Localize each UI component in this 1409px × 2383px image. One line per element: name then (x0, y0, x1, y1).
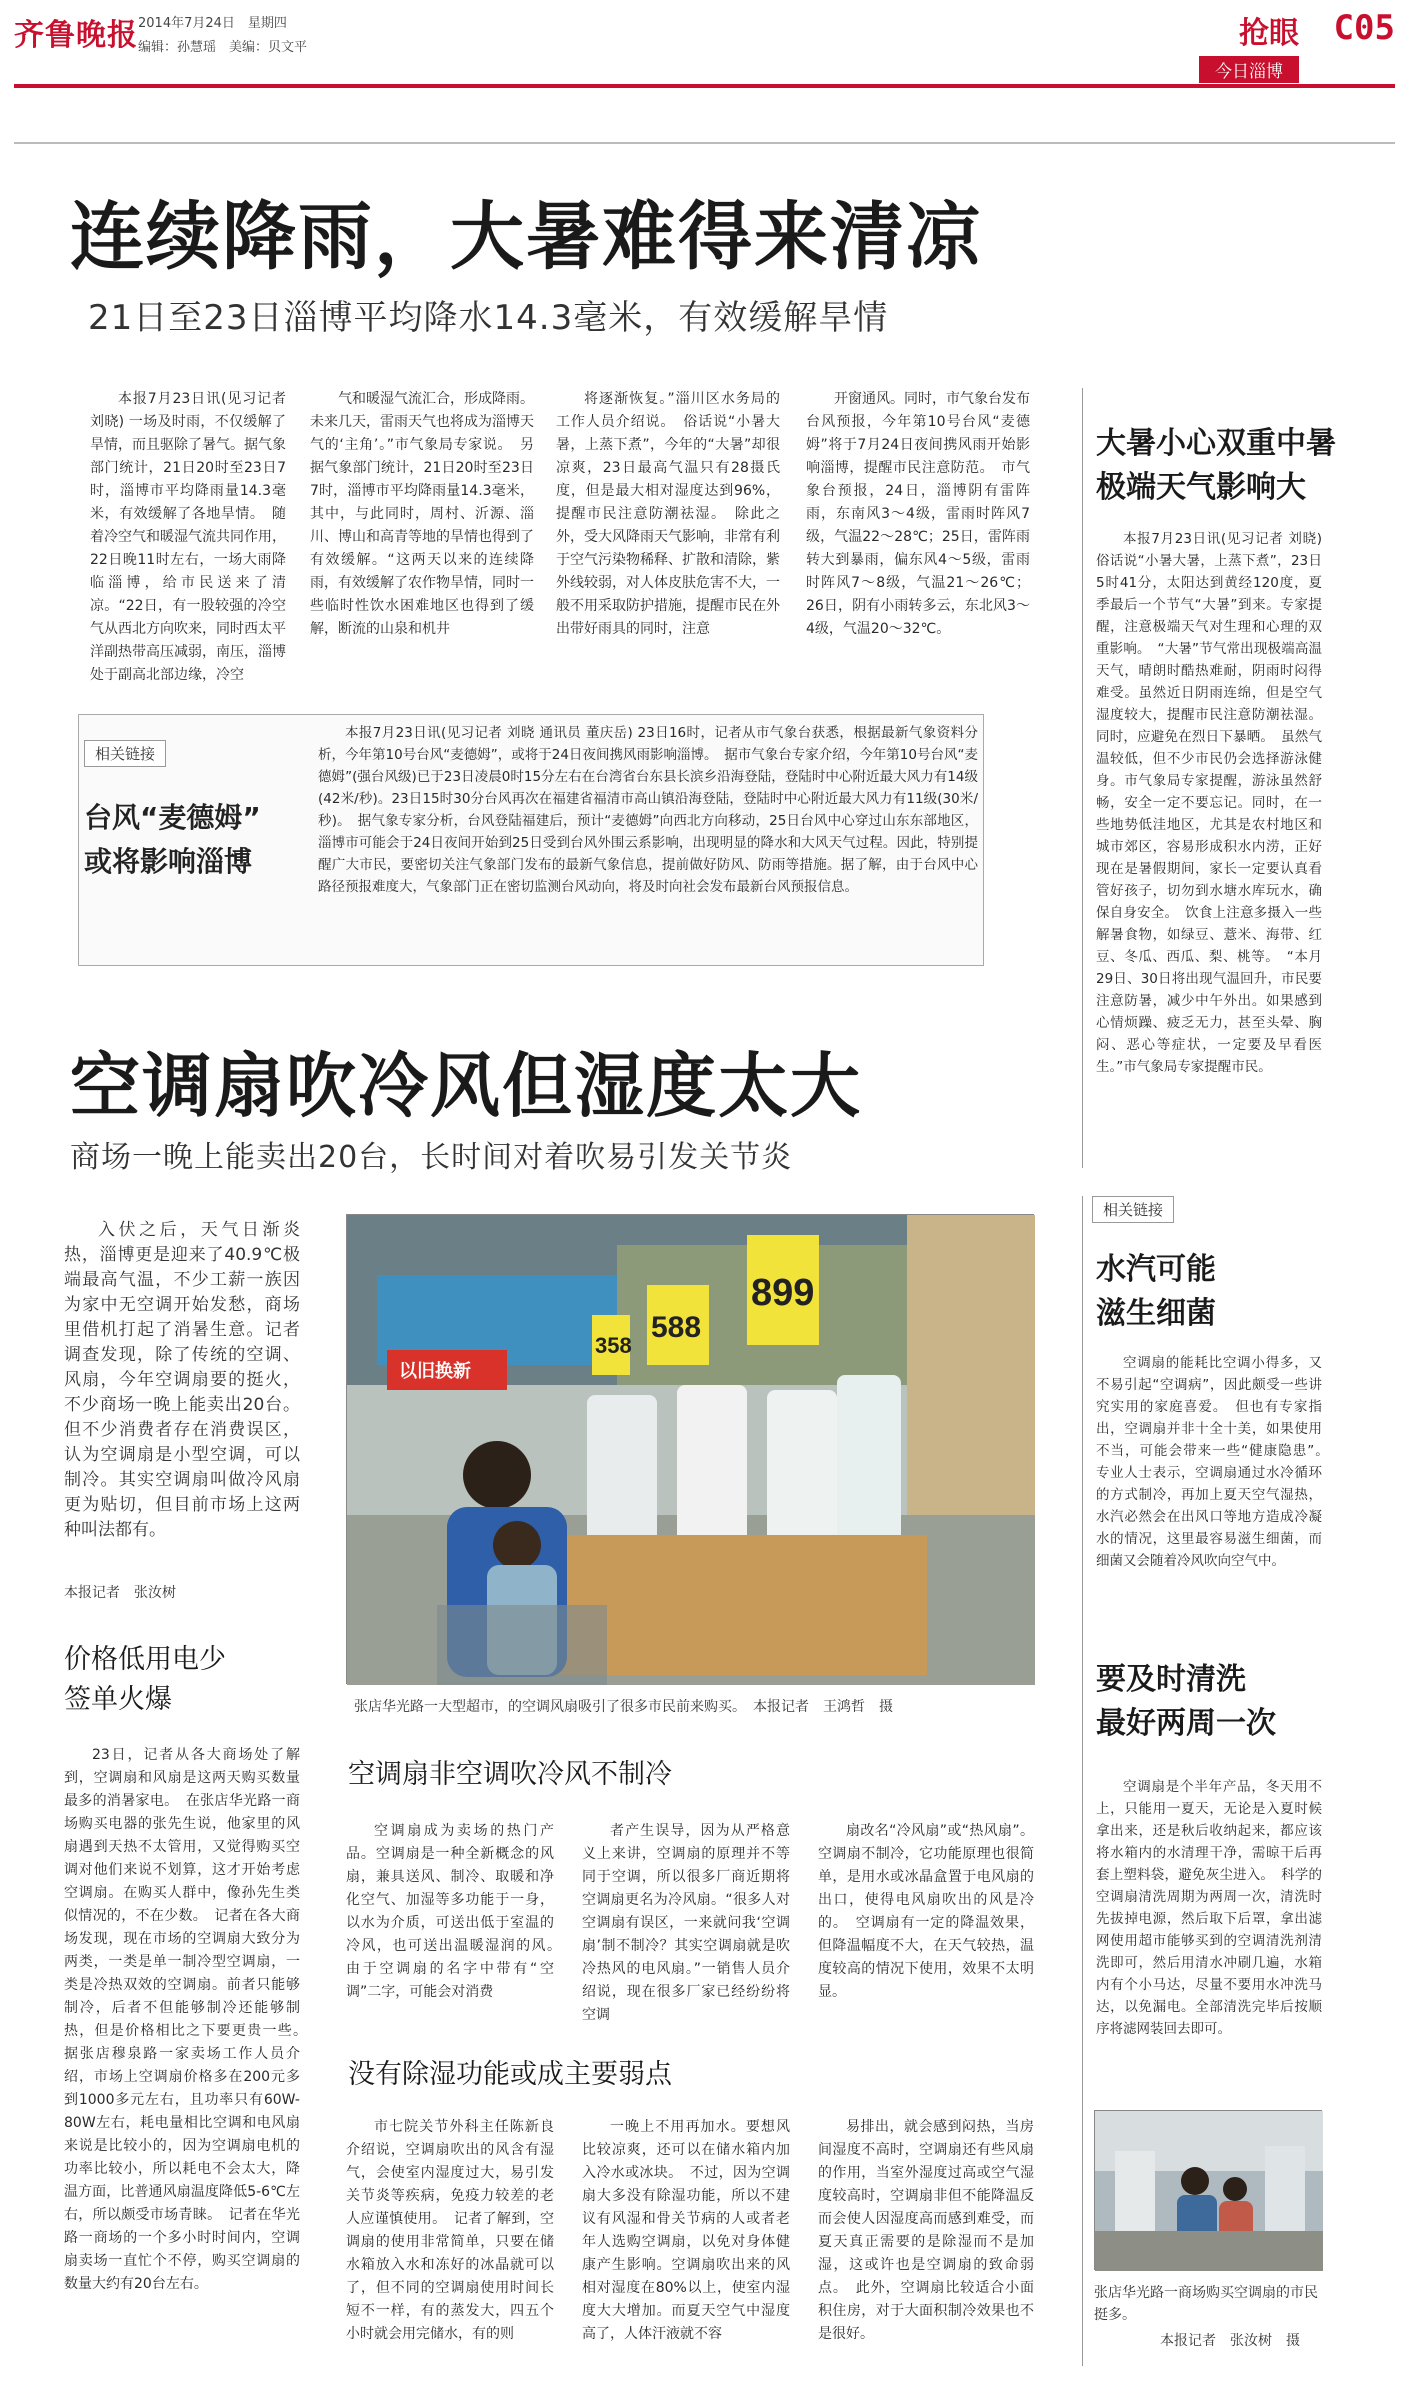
article2-lead-text: 入伏之后，天气日渐炎热，淄博更是迎来了40.9℃极端最高气温，不少工薪一族因为家中无空调开始发愁，商场里借机打起了消暑生意。记者调查发现，除了传统的空调、风扇，今年空调扇要的挺火，不少商场一晚上能卖出20台。但不少消费者存在消费误区，认为空调扇是小型空调，可以制冷。其实空调扇叫做冷风扇更为贴切，但目前市场上这两种叫法都有。 (64, 1220, 300, 1540)
section-price-title-line1: 价格低用电少 (64, 1644, 226, 1675)
section-not-aircon-col-1-text: 空调扇成为卖场的热门产品。空调扇是一种全新概念的风扇，兼具送风、制冷、取暖和净化空气、加湿等多功能于一身，以水为介质，可送出低于室温的冷风，也可送出温暖湿润的风。 由于空调扇的名字中带有“空调”二字，可能会对消费 (346, 1823, 568, 2000)
section-not-aircon-col-2 (582, 1820, 790, 2035)
section-not-aircon-title: 空调扇非空调吹冷风不制冷 (348, 1759, 672, 1790)
sidebar-cleaning-body (1096, 1776, 1322, 2082)
sidebar-heatstroke-title-line1: 大暑小心双重中暑 (1096, 426, 1336, 461)
article2-byline: 本报记者 张汝树 (64, 1585, 176, 1601)
supermarket-photo-caption: 张店华光路一大型超市，的空调风扇吸引了很多市民前来购买。 本报记者 王鸿哲 摄 (354, 1699, 893, 1715)
sidebar-heatstroke-text: 本报7月23日讯(见习记者 刘晓) 俗话说“小暑大暑，上蒸下煮”，23日5时41分，太阳达到黄经120度，夏季最后一个节气“大暑”到来。专家提醒，注意极端天气对生理和心理的双重影响。 “大暑”节气常出现极端高温天气，晴朗时酷热难耐，阴雨时闷得难受。虽然近日阴雨连绵，但是空气湿度较大，提醒市民注意防潮祛湿。同时，应避免在烈日下暴晒。 虽然气温较低，但不少市民仍会选择游泳健身。市气象局专家提醒，游泳虽然舒畅，安全一定不要忘记。同时，在一些地势低洼地区，尤其是农村地区和城市郊区，容易形成积水内涝，正好现在是暑假期间，家长一定要认真看管好孩子，切勿到水塘水库玩水，确保自身安全。 饮食上注意多摄入一些解暑食物，如绿豆、薏米、海带、红豆、冬瓜、西瓜、梨、桃等。 “本月29日、30日将出现气温回升，市民要注意防暑，减少中午外出。如果感到心情烦躁、疲乏无力，甚至头晕、胸闷、恶心等症状，一定要及早看医生。”市气象局专家提醒市民。 (1096, 531, 1322, 1075)
section-price-text: 23日，记者从各大商场处了解到，空调扇和风扇是这两天购买数量最多的消暑家电。 在张店华光路一商场购买电器的张先生说，他家里的风扇遇到天热不太管用，又觉得购买空调对他们来说不划算，这才开始考虑空调扇。在购买人群中，像孙先生类似情况的，不在少数。 记者在各大商场发现，现在市场的空调扇大致分为两类，一类是单一制冷型空调扇，一类是冷热双效的空调扇。前者只能够制冷，后者不但能够制冷还能够制热，但是价格相比之下要更贵一些。 据张店穆泉路一家卖场工作人员介绍，市场上空调扇价格多在200元多到1000多元左右，且功率只有60W-80W左右，耗电量相比空调和电风扇来说是比较小的，因为空调扇电机的功率比较小，所以耗电不会太大，降温方面，比普通风扇温度降低5-6℃左右，所以颇受市场青睐。 记者在华光路一商场的一个多小时时间内，空调扇卖场一直忙个不停，购买空调扇的数量大约有20台左右。 (64, 1747, 314, 2292)
section-humidity-col-3 (818, 2116, 1034, 2366)
article1-col-4 (806, 388, 1030, 688)
article2-subhead: 商场一晚上能卖出20台，长时间对着吹易引发关节炎 (70, 1140, 793, 1175)
article1-subhead: 21日至23日淄博平均降水14.3毫米，有效缓解旱情 (88, 298, 889, 338)
section-humidity-col-2-text: 一晚上不用再加水。要想风比较凉爽，还可以在储水箱内加入冷水或冰块。 不过，因为空调扇大多没有除湿功能，所以不建议有风湿和骨关节病的人或者老年人选购空调扇，以免对身体健康产生影响。空调扇吹出来的风相对湿度在80%以上，使室内湿度大大增加。而夏天空气中湿度高了，人体汗液就不容 (582, 2119, 790, 2342)
editor-line: 编辑：孙慧瑶 美编：贝文平 (138, 40, 308, 55)
sidebar-cleaning-title (1096, 1658, 1276, 1746)
section-humidity-title: 没有除湿功能或成主要弱点 (348, 2059, 672, 2090)
section-humidity-col-3-text: 易排出，就会感到闷热，当房间湿度不高时，空调扇还有些风扇的作用，当室外湿度过高或空气湿度较高时，空调扇非但不能降温反而会使人因湿度高而感到难受，而夏天真正需要的是除湿而不是加湿，这或许也是空调扇的致命弱点。 此外，空调扇比较适合小面积住房，对于大面积制冷效果也不是很好。 (818, 2119, 1034, 2342)
article1-col-1-text: 本报7月23日讯(见习记者 刘晓) 一场及时雨，不仅缓解了旱情，而且驱除了暑气。据气象部门统计，21日20时至23日7时，淄博市平均降雨量14.3毫米，有效缓解了各地旱情。 随着冷空气和暖湿气流共同作用，22日晚11时左右，一场大雨降临淄博，给市民送来了清凉。“22日，有一股较强的冷空气从西北方向吹来，同时西太平洋副热带高压减弱，南压，淄博处于副高北部边缘，冷空 (90, 391, 286, 683)
sidebar-heatstroke-title (1096, 422, 1336, 510)
article1-col-1 (90, 388, 286, 688)
supermarket-photo (346, 1214, 1034, 1684)
right-column-divider (1082, 388, 1083, 1168)
sidebar-cleaning-title-line1: 要及时清洗 (1096, 1662, 1246, 1697)
sidebar-heatstroke-title-line2: 极端天气影响大 (1096, 470, 1306, 505)
article1-col-3-text: 将逐渐恢复。”淄川区水务局的工作人员介绍说。 俗话说“小暑大暑，上蒸下煮”，今年的“大暑”却很凉爽，23日最高气温只有28摄氏度，但是最大相对湿度达到96%，提醒市民注意防潮祛湿。 除此之外，受大风降雨天气影响，非常有利于空气污染物稀释、扩散和清除，紫外线较弱，对人体皮肤危害不大，一般不用采取防护措施，提醒市民在外出带好雨具的同时，注意 (556, 391, 780, 637)
section-name: 抢眼 (1239, 16, 1299, 51)
article2-headline: 空调扇吹冷风但湿度太大 (70, 1045, 862, 1127)
article1-col-2-text: 气和暖湿气流汇合，形成降雨。未来几天，雷雨天气也将成为淄博天气的‘主角’。”市气象局专家说。 另据气象部门统计，21日20时至23日7时，淄博市平均降雨量14.3毫米，其中，与此同时，周村、沂源、淄川、博山和高青等地的旱情也得到了有效缓解。“这两天以来的连续降雨，有效缓解了农作物旱情，同时一些临时性饮水困难地区也得到了缓解，断流的山泉和机井 (310, 391, 534, 637)
sidebar-bacteria-title-line2: 滋生细菌 (1096, 1296, 1216, 1331)
top-divider (14, 142, 1395, 144)
sidebar-bacteria-body (1096, 1352, 1336, 1642)
right-column-divider-lower (1082, 1196, 1083, 2366)
sidebar-shoppers-caption: 张店华光路一商场购买空调扇的市民挺多。 (1094, 2285, 1318, 2323)
sidebar-heatstroke-body (1096, 528, 1322, 1128)
sidebar-shoppers-photo (1094, 2110, 1322, 2270)
section-not-aircon-col-3 (818, 1820, 1034, 2035)
related-box-text: 本报7月23日讯(见习记者 刘晓 通讯员 董庆岳) 23日16时，记者从市气象台获悉，根据最新气象资料分析，今年第10号台风“麦德姆”，或将于24日夜间携风雨影响淄博。 据市气象台专家介绍，今年第10号台风“麦德姆”(强台风级)已于23日凌晨0时15分左右在台湾省台东县长滨乡沿海登陆，登陆时中心附近最大风力有14级(42米/秒)。23日15时30分台风再次在福建省福清市高山镇沿海登陆，登陆时中心附近最大风力有11级(30米/秒)。 据气象专家分析，台风登陆福建后，预计“麦德姆”向西北方向移动，25日台风中心穿过山东东部地区，淄博市可能会于24日夜间开始到25日受到台风外围云系影响，出现明显的降水和大风天气过程。因此，特别提醒广大市民，要密切关注气象部门发布的最新气象信息，提前做好防风、防雨等措施。据了解，由于台风中心路径预报难度大，气象部门正在密切监测台风动向，将及时向社会发布最新台风预报信息。 (318, 725, 978, 895)
photo-banner: 以旧换新 (399, 1361, 471, 1382)
related-box-title-line1: 台风“麦德姆” (84, 801, 261, 834)
article1-headline: 连续降雨，大暑难得来清凉 (70, 194, 982, 280)
sidebar-bacteria-title (1096, 1248, 1216, 1336)
photo-sign-2: 588 (651, 1311, 702, 1344)
section-not-aircon-col-2-text: 者产生误导，因为从严格意义上来讲，空调扇的原理并不等同于空调，所以很多厂商近期将空调扇更名为冷风扇。“很多人对空调扇有误区，一来就问我‘空调扇’制不制冷？其实空调扇就是吹冷热风的电风扇。”一销售人员介绍说，现在很多厂家已经纷纷将空调 (582, 1823, 790, 2023)
section-price-body (64, 1744, 314, 2364)
related-box-tag: 相关链接 (84, 740, 166, 767)
header-rule (14, 84, 1395, 88)
related-links-tag: 相关链接 (1092, 1196, 1174, 1223)
article1-col-2 (310, 388, 534, 688)
section-not-aircon-col-1 (346, 1820, 568, 2035)
photo-sign-1: 358 (595, 1333, 632, 1358)
supermarket-photo-image (347, 1215, 1035, 1685)
sidebar-bacteria-text: 空调扇的能耗比空调小得多，又不易引起“空调病”，因此颇受一些讲究实用的家庭喜爱。 但也有专家指出，空调扇并非十全十美，如果使用不当，可能会带来一些“健康隐患”。 专业人士表示，空调扇通过水冷循环的方式制冷，再加上夏天空气湿热，水汽必然会在出风口等地方造成冷凝水的情况，这里最容易滋生细菌，而细菌又会随着冷风吹向空气中。 (1096, 1355, 1336, 1569)
article2-lead (64, 1218, 300, 1538)
section-humidity-col-1-text: 市七院关节外科主任陈新良介绍说，空调扇吹出的风含有湿气，会使室内湿度过大，易引发关节炎等疾病，免疫力较差的老人应谨慎使用。 记者了解到，空调扇的使用非常简单，只要在储水箱放入水和冻好的冰晶就可以了，但不同的空调扇使用时间长短不一样，有的蒸发大，四五个小时就会用完储水，有的则 (346, 2119, 554, 2342)
section-price-title-line2: 签单火爆 (64, 1684, 172, 1715)
sidebar-bacteria-title-line1: 水汽可能 (1096, 1252, 1216, 1287)
sidebar-shoppers-photo-image (1095, 2111, 1323, 2271)
section-price-title (64, 1640, 226, 1720)
sidebar-shoppers-byline: 本报记者 张汝树 摄 (1160, 2333, 1300, 2349)
article1-col-3 (556, 388, 780, 688)
related-box-body (318, 722, 978, 960)
related-box-title-line2: 或将影响淄博 (84, 845, 253, 878)
page-number: C05 (1333, 8, 1395, 48)
date-line: 2014年7月24日 星期四 (138, 16, 287, 31)
photo-sign-3: 899 (751, 1272, 815, 1314)
related-box-title (84, 796, 261, 884)
article1-col-4-text: 开窗通风。同时，市气象台发布台风预报，今年第10号台风“麦德姆”将于7月24日夜间携风雨开始影响淄博，提醒市民注意防范。 市气象台预报，24日，淄博阴有雷阵雨，东南风3～4级，雷雨时阵风7级，气温22～28℃；25日，雷阵雨转大到暴雨，偏东风4～5级，雷雨时阵风7～8级，气温21～26℃；26日，阴有小雨转多云，东北风3～4级，气温20～32℃。 (806, 391, 1030, 637)
sidebar-cleaning-title-line2: 最好两周一次 (1096, 1706, 1276, 1741)
masthead: 齐鲁晚报 (14, 18, 138, 53)
section-not-aircon-col-3-text: 扇改名“冷风扇”或“热风扇”。空调扇不制冷，它功能原理也很简单，是用水或冰晶盒置于电风扇的出口，使得电风扇吹出的风是冷的。 空调扇有一定的降温效果，但降温幅度不大，在天气较热，温度较高的情况下使用，效果不太明显。 (818, 1823, 1034, 2000)
subsection-tag: 今日淄博 (1199, 56, 1299, 83)
section-humidity-col-1 (346, 2116, 554, 2366)
section-humidity-col-2 (582, 2116, 790, 2366)
sidebar-cleaning-text: 空调扇是个半年产品，冬天用不上，只能用一夏天，无论是入夏时候拿出来，还是秋后收纳起来，都应该将水箱内的水清理干净，需晾干后再套上塑料袋，避免灰尘进入。 科学的空调扇清洗周期为两周一次，清洗时先拔掉电源，然后取下后罩，拿出滤网使用超市能够买到的空调清洗剂清洗即可，然后用清水冲刷几遍，水箱内有个小马达，尽量不要用水冲洗马达，以免漏电。全部清洗完毕后按顺序将滤网装回去即可。 (1096, 1779, 1322, 2037)
